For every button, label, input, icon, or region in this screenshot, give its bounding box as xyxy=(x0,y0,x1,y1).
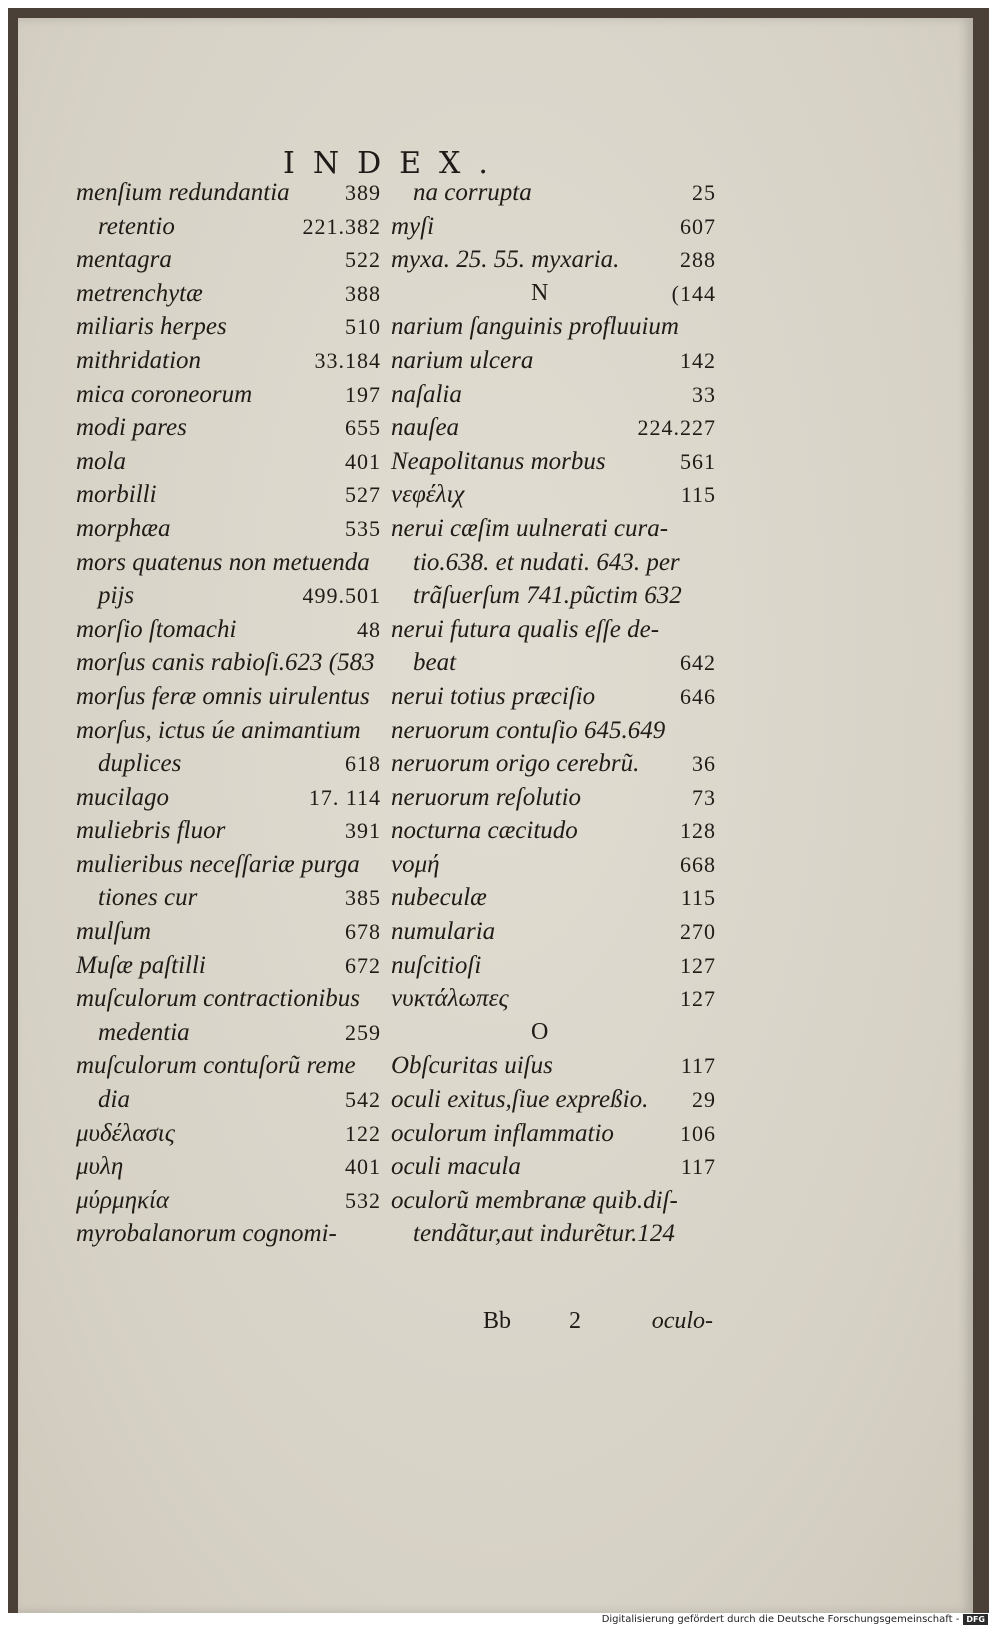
index-entry xyxy=(76,579,381,613)
index-entry xyxy=(391,546,716,580)
index-pages: 646 xyxy=(680,683,716,709)
index-pages: 499.501 xyxy=(302,583,381,609)
index-pages: 36 xyxy=(692,751,716,777)
index-entry xyxy=(391,176,716,210)
index-term: mentagra xyxy=(76,246,172,274)
index-pages: 642 xyxy=(680,650,716,676)
index-entry xyxy=(391,646,716,680)
index-entry xyxy=(391,210,716,244)
index-pages: 33.184 xyxy=(314,347,381,373)
index-column-right xyxy=(391,176,716,1251)
index-term: morſus, ictus úe animantium xyxy=(76,716,361,744)
index-term: myxa. 25. 55. myxaria. xyxy=(391,246,620,274)
index-entry xyxy=(391,344,716,378)
index-term: mors quatenus non metuenda xyxy=(76,548,370,576)
index-entry xyxy=(76,310,381,344)
index-entry xyxy=(76,1049,381,1083)
index-term: mulieribus neceſſariæ purga xyxy=(76,850,360,878)
signature-number: 2 xyxy=(569,1308,581,1334)
index-entry xyxy=(76,176,381,210)
index-pages: 561 xyxy=(680,448,716,474)
index-entry xyxy=(391,478,716,512)
index-term: morſus canis rabioſi.623 (583 xyxy=(76,649,375,677)
index-entry xyxy=(76,982,381,1016)
signature-line xyxy=(483,1308,713,1342)
index-entry xyxy=(391,1117,716,1151)
index-entry xyxy=(76,949,381,983)
index-entry xyxy=(76,881,381,915)
dfg-logo: DFG xyxy=(963,1614,988,1625)
index-term: nauſea xyxy=(391,414,460,442)
section-letter-row xyxy=(391,1016,716,1050)
index-term: dia xyxy=(98,1086,130,1114)
index-term: νυκτάλωπες xyxy=(391,985,509,1013)
index-term: morſus feræ omnis uirulentus xyxy=(76,682,370,710)
index-entry xyxy=(76,1217,381,1251)
index-entry xyxy=(391,579,716,613)
index-pages: 522 xyxy=(345,247,381,273)
index-term: nerui cæſim uulnerati cura- xyxy=(391,514,669,542)
section-letter-row xyxy=(391,277,716,311)
index-term: narium ſanguinis profluuium xyxy=(391,313,679,341)
signature-mark: Bb xyxy=(483,1308,512,1334)
index-entry xyxy=(76,915,381,949)
index-entry xyxy=(76,814,381,848)
index-pages: 401 xyxy=(345,448,381,474)
index-pages: 115 xyxy=(680,885,716,911)
index-pages: 221.382 xyxy=(302,213,381,239)
index-term: tio.638. et nudati. 643. per xyxy=(413,548,680,576)
index-pages: 535 xyxy=(345,515,381,541)
index-entry xyxy=(76,1083,381,1117)
index-entry xyxy=(76,344,381,378)
index-pages: (144 xyxy=(671,280,716,306)
index-entry xyxy=(76,1150,381,1184)
index-term: nerui futura qualis eſſe de- xyxy=(391,615,660,643)
index-term: neruorum origo cerebrũ. xyxy=(391,750,640,778)
index-entry xyxy=(391,848,716,882)
index-term: na corrupta xyxy=(413,179,532,206)
footer-text: Digitalisierung gefördert durch die Deutsche Forschungsgemeinschaft - xyxy=(601,1613,960,1625)
index-pages: 117 xyxy=(680,1154,716,1180)
index-entry xyxy=(391,1083,716,1117)
index-pages: 668 xyxy=(680,851,716,877)
index-term: μύρμηκία xyxy=(76,1186,170,1214)
index-entry xyxy=(76,680,381,714)
index-entry xyxy=(76,646,381,680)
index-entry xyxy=(76,747,381,781)
index-entry xyxy=(391,243,716,277)
index-term: Neapolitanus morbus xyxy=(391,447,606,475)
index-pages: 532 xyxy=(345,1187,381,1213)
index-entry xyxy=(391,1217,716,1251)
index-term: muliebris fluor xyxy=(76,817,226,845)
index-term: narium ulcera xyxy=(391,346,534,374)
index-term: medentia xyxy=(98,1018,190,1046)
index-pages: 122 xyxy=(345,1120,381,1146)
index-entry xyxy=(391,747,716,781)
index-entry xyxy=(391,680,716,714)
index-pages: 29 xyxy=(692,1087,716,1113)
index-pages: 678 xyxy=(345,919,381,945)
index-pages: 259 xyxy=(345,1019,381,1045)
index-pages: 106 xyxy=(680,1120,716,1146)
index-entry xyxy=(391,613,716,647)
index-pages: 142 xyxy=(680,347,716,373)
index-pages: 288 xyxy=(680,247,716,273)
index-term: myrobalanorum cognomi- xyxy=(76,1220,337,1248)
index-entry xyxy=(391,982,716,1016)
index-entry xyxy=(391,915,716,949)
index-term: μυδέλασις xyxy=(76,1119,175,1147)
index-entry xyxy=(76,277,381,311)
index-pages: 527 xyxy=(345,482,381,508)
index-term: muſculorum contuſorũ reme xyxy=(76,1052,356,1080)
index-entry xyxy=(391,949,716,983)
index-term: morphæa xyxy=(76,514,171,542)
index-term: oculi exitus,ſiue expreßio. xyxy=(391,1086,649,1114)
index-entry xyxy=(76,848,381,882)
index-term: miliaris herpes xyxy=(76,313,227,341)
index-entry xyxy=(76,411,381,445)
index-pages: 128 xyxy=(680,818,716,844)
page-title: INDEX. xyxy=(283,146,506,181)
index-entry xyxy=(76,1016,381,1050)
index-pages: 73 xyxy=(692,784,716,810)
index-entry xyxy=(391,714,716,748)
index-term: duplices xyxy=(98,750,182,778)
digitization-footer xyxy=(602,1613,988,1625)
index-term: νεφέλιχ xyxy=(391,481,465,509)
index-entry xyxy=(76,512,381,546)
index-term: modi pares xyxy=(76,414,187,442)
index-pages: 197 xyxy=(345,381,381,407)
index-entry xyxy=(76,546,381,580)
index-column-left xyxy=(76,176,381,1251)
index-term: neruorum reſolutio xyxy=(391,783,582,811)
index-entry xyxy=(76,378,381,412)
index-term: Obſcuritas uiſus xyxy=(391,1052,553,1080)
index-term: naſalia xyxy=(391,380,462,408)
index-pages: 48 xyxy=(357,616,381,642)
index-term: νομή xyxy=(391,850,440,878)
index-pages: 117 xyxy=(680,1053,716,1079)
index-term: nubeculæ xyxy=(391,884,487,912)
index-entry xyxy=(391,881,716,915)
index-pages: 389 xyxy=(345,180,381,205)
index-pages: 401 xyxy=(345,1154,381,1180)
index-term: oculorũ membranæ quib.diſ- xyxy=(391,1186,678,1214)
index-pages: 672 xyxy=(345,952,381,978)
index-pages: 33 xyxy=(692,381,716,407)
index-entry xyxy=(76,1184,381,1218)
index-entry xyxy=(76,1117,381,1151)
index-entry xyxy=(391,445,716,479)
index-entry xyxy=(76,445,381,479)
index-entry xyxy=(76,478,381,512)
index-entry xyxy=(391,411,716,445)
index-entry xyxy=(76,781,381,815)
index-pages: 115 xyxy=(680,482,716,508)
index-term: mola xyxy=(76,447,126,475)
index-pages: 618 xyxy=(345,751,381,777)
index-term: muſculorum contractionibus xyxy=(76,985,361,1013)
index-entry xyxy=(391,781,716,815)
index-term: neruorum contuſio 645.649 xyxy=(391,716,666,744)
index-term: nocturna cæcitudo xyxy=(391,817,578,845)
index-term: trãſuerſum 741.pũctim 632 xyxy=(413,582,682,610)
index-term: Muſæ paſtilli xyxy=(76,951,206,979)
index-pages: 655 xyxy=(345,415,381,441)
index-pages: 25 xyxy=(692,180,716,205)
index-term: morſio ſtomachi xyxy=(76,615,237,643)
index-pages: 127 xyxy=(680,986,716,1012)
index-pages: 388 xyxy=(345,280,381,306)
index-pages: 127 xyxy=(680,952,716,978)
index-entry xyxy=(76,243,381,277)
index-pages: 17. 114 xyxy=(308,784,381,810)
section-letter: N xyxy=(531,279,549,306)
index-term: mithridation xyxy=(76,346,202,374)
index-term: retentio xyxy=(98,212,175,240)
index-term: oculorum inflammatio xyxy=(391,1119,614,1147)
index-term: oculi macula xyxy=(391,1153,521,1181)
index-entry xyxy=(76,210,381,244)
index-pages: 542 xyxy=(345,1087,381,1113)
index-entry xyxy=(391,512,716,546)
catchword: oculo- xyxy=(651,1308,713,1334)
scan-frame xyxy=(8,8,989,1613)
index-pages: 270 xyxy=(680,919,716,945)
index-term: μυλη xyxy=(76,1153,124,1181)
index-entry xyxy=(391,1049,716,1083)
index-term: mucilago xyxy=(76,783,170,811)
index-term: nerui totius præciſio xyxy=(391,682,596,710)
index-term: tiones cur xyxy=(98,884,198,912)
index-term: tendãtur,aut indurẽtur.124 xyxy=(413,1220,675,1248)
index-pages: 224.227 xyxy=(637,415,716,441)
section-letter: O xyxy=(531,1018,549,1045)
index-term: numularia xyxy=(391,918,496,946)
index-entry xyxy=(391,814,716,848)
book-page xyxy=(18,18,973,1613)
index-entry xyxy=(391,378,716,412)
index-entry xyxy=(76,613,381,647)
index-term: menſium redundantia xyxy=(76,179,290,206)
index-term: myſi xyxy=(391,212,435,240)
index-term: nuſcitioſi xyxy=(391,951,482,979)
index-entry xyxy=(76,714,381,748)
index-pages: 391 xyxy=(345,818,381,844)
index-pages: 510 xyxy=(345,314,381,340)
index-entry xyxy=(391,310,716,344)
index-term: mica coroneorum xyxy=(76,380,253,408)
index-entry xyxy=(391,1150,716,1184)
index-term: beat xyxy=(413,649,457,677)
index-term: morbilli xyxy=(76,481,157,509)
index-entry xyxy=(391,1184,716,1218)
index-pages: 607 xyxy=(680,213,716,239)
index-term: pijs xyxy=(98,582,135,610)
index-pages: 385 xyxy=(345,885,381,911)
index-term: mulſum xyxy=(76,918,151,946)
index-term: metrenchytæ xyxy=(76,279,203,307)
